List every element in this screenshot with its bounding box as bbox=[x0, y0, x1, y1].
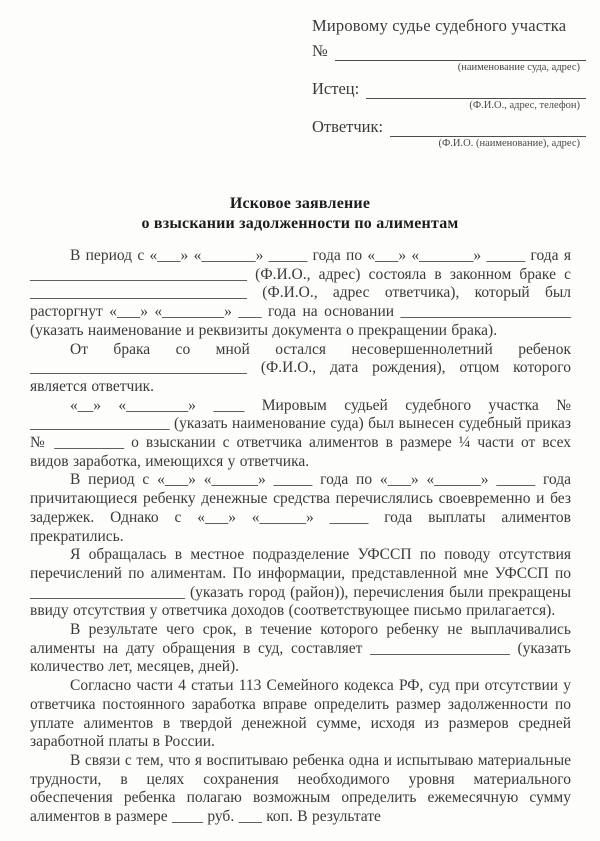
paragraph-court-order: «__» «________» ____ Мировым судьей судебного участка № __________________ (указать наименование суда) был вынесен судебный приказ № _________ о взыскании с ответчика алиментов в размере ¼ части от всех видов заработка, имеющихся у ответчика. bbox=[30, 396, 571, 470]
paragraph-payments-stopped: В период с «___» «______» _____ года по «___» «______» _____ года причитающиеся ребенку денежные средства перечислялись своевременно и без задержек. Однако с «___» «______» _____ года выплаты алиментов прекратились. bbox=[30, 471, 571, 545]
plaintiff-blank-line bbox=[366, 81, 586, 99]
plaintiff-caption: (Ф.И.О., адрес, телефон) bbox=[469, 100, 580, 111]
paragraph-child: От брака со мной остался несовершеннолетний ребенок ____________________________ (Ф.И.О., дата рождения), отцом которого является ответчик. bbox=[30, 340, 571, 395]
court-name-blank-line bbox=[335, 43, 586, 61]
plaintiff-row bbox=[312, 79, 586, 99]
paragraph-ufssp-inquiry: Я обращалась в местное подразделение УФССП по поводу отсутствия перечислений по алиментам. По информации, представленной мне УФССП по ____________________ (указать город (район)), перечисления были прекращены ввиду отсутствия у ответчика доходов (соответствующее письмо прилагается). bbox=[30, 546, 571, 620]
court-addressee-line: Мировому судье судебного участка bbox=[312, 16, 567, 35]
plaintiff-label: Истец: bbox=[312, 79, 360, 98]
case-number-row bbox=[312, 41, 586, 61]
defendant-blank-line bbox=[390, 119, 586, 137]
paragraph-arrears-period: В результате чего срок, в течение которого ребенку не выплачивались алименты на дату обращения в суд, составляет __________________ (указать количество лет, месяцев, дней). bbox=[30, 621, 571, 676]
paragraph-family-code: Согласно части 4 статьи 113 Семейного кодекса РФ, суд при отсутствии у ответчика постоянного заработка вправе определить размер задолженности по уплате алиментов в твердой денежной сумме, исходя из размеров средней заработной платы в России. bbox=[30, 677, 571, 751]
document-title bbox=[20, 194, 580, 233]
paragraph-marriage-period: В период с «___» «_______» _____ года по «___» «_______» _____ года я ____________________________ (Ф.И.О., адрес) состояла в законном браке с ____________________________ (Ф.И.О., адрес ответчика), который был расторгнут «___» «________» ___ года на основании ______________________ (указать наименование и реквизиты документа о прекращении брака). bbox=[30, 247, 571, 339]
paragraph-claim-amount: В связи с тем, что я воспитываю ребенка одна и испытываю материальные трудности, в целях сохранения необходимого уровня материального обеспечения ребенка полагаю возможным определить ежемесячную сумму алиментов в размере ____ руб. ___ коп. В результате bbox=[30, 751, 571, 826]
defendant-label: Ответчик: bbox=[312, 117, 384, 136]
defendant-row bbox=[312, 117, 586, 137]
defendant-caption: (Ф.И.О. (наименование), адрес) bbox=[438, 138, 580, 149]
court-header-block bbox=[312, 16, 586, 150]
document-title-line2: о взыскании задолженности по алиментам bbox=[141, 214, 459, 232]
court-caption: (наименование суда, адрес) bbox=[457, 62, 580, 73]
case-number-label: № bbox=[312, 41, 328, 60]
document-body bbox=[30, 247, 571, 827]
document-title-line1: Исковое заявление bbox=[229, 195, 371, 212]
